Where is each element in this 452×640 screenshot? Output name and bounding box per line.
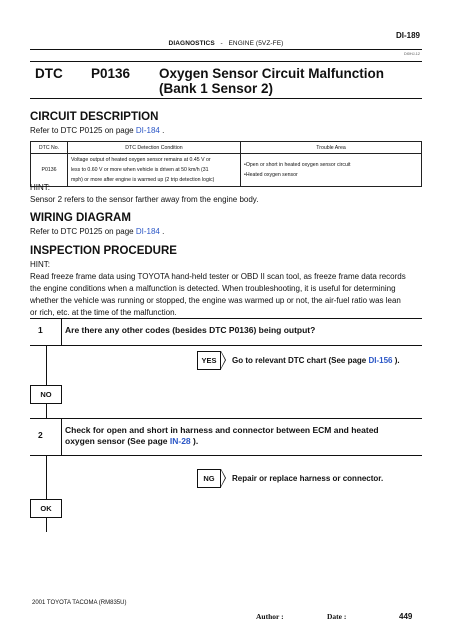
inspection-hint-paragraph bbox=[30, 271, 425, 319]
yes-action-link[interactable]: DI-156 bbox=[368, 356, 393, 365]
yes-arrow-inner bbox=[221, 352, 225, 368]
inspection-hint-line: the engine conditions when a malfunction is detected. When troubleshooting, it is useful for determining bbox=[30, 284, 396, 293]
step-2-line2 bbox=[65, 436, 417, 447]
yes-action-suffix: ). bbox=[392, 356, 400, 365]
step-2-text bbox=[65, 425, 417, 447]
flow-line bbox=[46, 345, 47, 385]
footer-author: Author : bbox=[256, 612, 284, 621]
ok-label-box: OK bbox=[30, 499, 62, 518]
col-detection-condition: DTC Detection Condition bbox=[68, 142, 241, 154]
step-2-divider bbox=[61, 418, 62, 455]
condition-line: mph) or more after engine is warmed up (2 trip detection logic) bbox=[71, 177, 215, 183]
header-subsection: ENGINE (5VZ-FE) bbox=[228, 40, 284, 47]
circuit-description-heading: CIRCUIT DESCRIPTION bbox=[30, 111, 159, 123]
step-1-divider bbox=[61, 318, 62, 345]
condition-line: less to 0.60 V or more when vehicle is driven at 50 km/h (31 bbox=[71, 167, 209, 173]
footer-date: Date : bbox=[327, 612, 347, 621]
dtc-table-header-row bbox=[31, 142, 422, 154]
trouble-area-item bbox=[244, 160, 418, 170]
header-section: DIAGNOSTICS bbox=[168, 40, 215, 47]
ng-label-box: NG bbox=[197, 469, 221, 488]
inspection-procedure-heading: INSPECTION PROCEDURE bbox=[30, 245, 177, 257]
page-title: Oxygen Sensor Circuit Malfunction (Bank 1 Sensor 2) bbox=[159, 66, 385, 96]
inspection-hint-label: HINT: bbox=[30, 260, 50, 269]
flow-line bbox=[46, 455, 47, 499]
circuit-ref bbox=[30, 125, 164, 137]
hint-label: HINT: bbox=[30, 183, 50, 192]
yes-action bbox=[232, 356, 400, 365]
trouble-area-text: Open or short in heated oxygen sensor circuit bbox=[245, 162, 351, 168]
footer-page-number: 449 bbox=[399, 612, 413, 621]
running-header bbox=[0, 40, 452, 47]
col-trouble-area: Trouble Area bbox=[241, 142, 422, 154]
circuit-ref-suffix: . bbox=[159, 126, 165, 135]
page-id: DI-189 bbox=[395, 31, 420, 40]
cell-dtc-no: P0136 bbox=[31, 154, 68, 187]
step-2-number: 2 bbox=[38, 430, 43, 440]
title-dtc-code: P0136 bbox=[91, 66, 131, 81]
dtc-table bbox=[30, 141, 422, 187]
circuit-ref-link[interactable]: DI-184 bbox=[135, 126, 160, 135]
col-dtc-no: DTC No. bbox=[31, 142, 68, 154]
header-separator: - bbox=[220, 40, 223, 47]
header-rule bbox=[30, 49, 422, 50]
wiring-diagram-heading: WIRING DIAGRAM bbox=[30, 212, 131, 224]
yes-label-box: YES bbox=[197, 351, 221, 370]
wiring-ref bbox=[30, 226, 164, 238]
trouble-area-text: Heated oxygen sensor bbox=[245, 172, 298, 178]
wiring-ref-suffix: . bbox=[159, 227, 165, 236]
ng-arrow-inner bbox=[221, 470, 225, 486]
wiring-ref-prefix: Refer to DTC P0125 on page bbox=[30, 227, 136, 236]
title-dtc-label: DTC bbox=[35, 66, 63, 81]
step-2-line2-prefix: oxygen sensor (See page bbox=[65, 436, 170, 446]
step-1-number: 1 bbox=[38, 325, 43, 335]
no-label-box: NO bbox=[30, 385, 62, 404]
inspection-hint-line: Read freeze frame data using TOYOTA hand-held tester or OBD II scan tool, as freeze frame data records bbox=[30, 272, 406, 281]
circuit-ref-prefix: Refer to DTC P0125 on page bbox=[30, 126, 136, 135]
step-1-text: Are there any other codes (besides DTC P0136) being output? bbox=[65, 325, 316, 335]
flow-line bbox=[46, 518, 47, 532]
trouble-area-item bbox=[244, 170, 418, 180]
inspection-hint-line: whether the vehicle was running or stopped, the engine was warmed up or not, the air-fuel ratio was lean bbox=[30, 296, 401, 305]
step-2-line2-suffix: ). bbox=[190, 436, 199, 446]
doc-code: DI0HJ-12 bbox=[403, 52, 420, 56]
wiring-ref-link[interactable]: DI-184 bbox=[135, 227, 160, 236]
cell-detection-condition bbox=[68, 154, 241, 187]
ng-action: Repair or replace harness or connector. bbox=[232, 474, 384, 483]
footer-model: 2001 TOYOTA TACOMA (RM835U) bbox=[32, 600, 127, 606]
condition-line: Voltage output of heated oxygen sensor remains at 0.45 V or bbox=[71, 157, 211, 163]
flow-line bbox=[46, 404, 47, 418]
yes-action-prefix: Go to relevant DTC chart (See page bbox=[232, 356, 369, 365]
step-2-link[interactable]: IN-28 bbox=[169, 436, 191, 446]
dtc-table-row bbox=[31, 154, 422, 187]
bullet: • bbox=[244, 162, 246, 168]
hint-text: Sensor 2 refers to the sensor farther away from the engine body. bbox=[30, 195, 259, 204]
cell-trouble-area bbox=[241, 154, 422, 187]
inspection-hint-line: or rich, etc. at the time of the malfunction. bbox=[30, 308, 177, 317]
step-2-line1: Check for open and short in harness and connector between ECM and heated bbox=[65, 425, 379, 435]
bullet: • bbox=[244, 172, 246, 178]
